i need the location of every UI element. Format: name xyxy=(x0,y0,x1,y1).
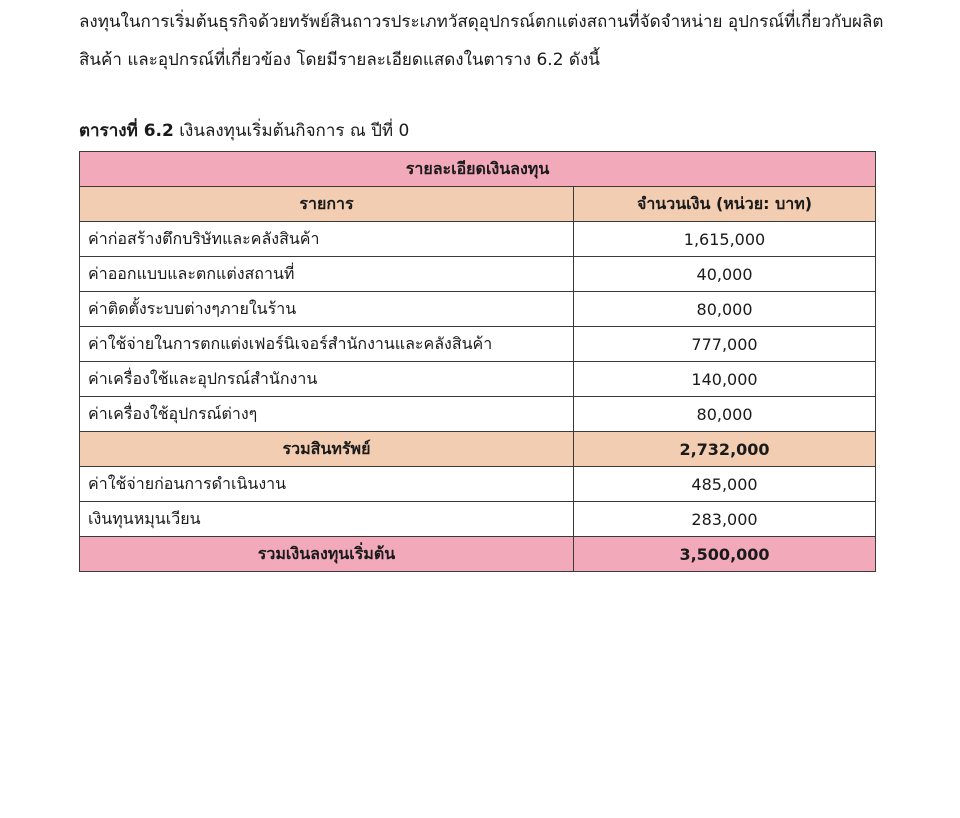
row-amount: 80,000 xyxy=(574,397,876,432)
table-row xyxy=(80,467,876,502)
row-amount: 80,000 xyxy=(574,292,876,327)
table-row xyxy=(80,502,876,537)
row-item: ค่าเครื่องใช้อุปกรณ์ต่างๆ xyxy=(80,397,574,432)
subtotal-label: รวมสินทรัพย์ xyxy=(80,432,574,467)
row-item: ค่าติดตั้งระบบต่างๆภายในร้าน xyxy=(80,292,574,327)
row-amount: 283,000 xyxy=(574,502,876,537)
total-label: รวมเงินลงทุนเริ่มต้น xyxy=(80,537,574,572)
row-amount: 140,000 xyxy=(574,362,876,397)
paragraph-line-2: สินค้า และอุปกรณ์ที่เกี่ยวข้อง โดยมีรายละเอียดแสดงในตาราง 6.2 ดังนี้ xyxy=(79,50,600,70)
table-row xyxy=(80,362,876,397)
table-caption-label: ตารางที่ 6.2 xyxy=(79,121,174,141)
table-caption xyxy=(79,121,409,141)
row-amount: 485,000 xyxy=(574,467,876,502)
row-item: ค่าก่อสร้างตึกบริษัทและคลังสินค้า xyxy=(80,222,574,257)
table-row xyxy=(80,397,876,432)
row-item: ค่าเครื่องใช้และอุปกรณ์สำนักงาน xyxy=(80,362,574,397)
table-title-row xyxy=(80,152,876,187)
row-amount: 777,000 xyxy=(574,327,876,362)
total-amount: 3,500,000 xyxy=(574,537,876,572)
total-row xyxy=(80,537,876,572)
row-amount: 1,615,000 xyxy=(574,222,876,257)
header-item: รายการ xyxy=(80,187,574,222)
table-title: รายละเอียดเงินลงทุน xyxy=(80,152,876,187)
row-item: ค่าออกแบบและตกแต่งสถานที่ xyxy=(80,257,574,292)
paragraph-line-1: ลงทุนในการเริ่มต้นธุรกิจด้วยทรัพย์สินถาวรประเภทวัสดุอุปกรณ์ตกแต่งสถานที่จัดจำหน่าย อุปกรณ์ที่เกี่ยวกับผลิต xyxy=(79,12,884,32)
table-row xyxy=(80,292,876,327)
table-header-row xyxy=(80,187,876,222)
subtotal-row xyxy=(80,432,876,467)
table-row xyxy=(80,222,876,257)
row-item: ค่าใช้จ่ายก่อนการดำเนินงาน xyxy=(80,467,574,502)
row-item: ค่าใช้จ่ายในการตกแต่งเฟอร์นิเจอร์สำนักงานและคลังสินค้า xyxy=(80,327,574,362)
table-row xyxy=(80,257,876,292)
row-amount: 40,000 xyxy=(574,257,876,292)
subtotal-amount: 2,732,000 xyxy=(574,432,876,467)
investment-table xyxy=(79,151,876,572)
table-row xyxy=(80,327,876,362)
header-amount: จำนวนเงิน (หน่วย: บาท) xyxy=(574,187,876,222)
table-caption-text: เงินลงทุนเริ่มต้นกิจการ ณ ปีที่ 0 xyxy=(179,121,410,141)
row-item: เงินทุนหมุนเวียน xyxy=(80,502,574,537)
